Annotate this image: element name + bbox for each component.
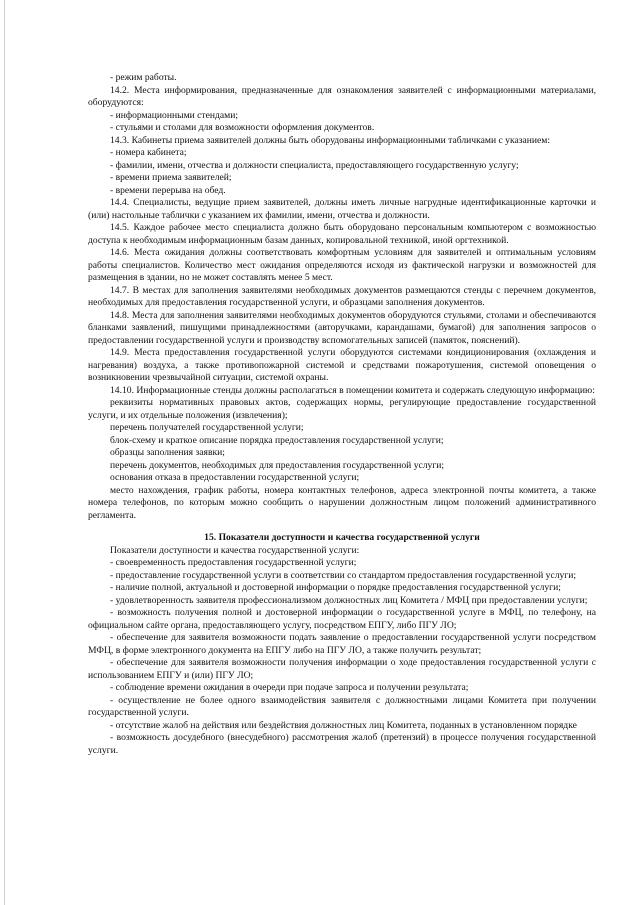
list-item: - возможность получения полной и достоверной информации о государственной услуге в МФЦ, по телефону, на официальном сайте органа, предоставляющего услугу, посредством ЕПГУ, либо ПГУ ЛО; xyxy=(88,607,596,631)
list-item: - наличие полной, актуальной и достоверной информации о порядке предоставления государственной услуги; xyxy=(110,582,561,593)
list-item: - удовлетворенность заявителя профессионализмом должностных лиц Комитета / МФЦ при предоставлении услуги; xyxy=(110,594,588,606)
list-item: реквизиты нормативных правовых актов, содержащих нормы, регулирующие предоставление государственной услуги, и их отдельные положения (извлечения); xyxy=(88,397,596,421)
list-item: - предоставление государственной услуги в соответствии со стандартом предоставления государственной услуги; xyxy=(110,569,577,581)
list-item: - обеспечение для заявителя возможности получения информации о ходе предоставления государственной услуги с использованием ЕПГУ и (или) ПГУ ЛО; xyxy=(88,657,596,681)
list-intro: Показатели доступности и качества государственной услуги: xyxy=(110,544,360,556)
clause-14-9: 14.9. Места предоставления государственной услуги оборудуются системами кондиционирования (охлаждения и нагревания) воздуха, а также противопожарной системой и средствами пожаротушения, системой оповещения о возникновении чрезвычайной ситуации, системой охраны. xyxy=(88,347,596,383)
clause-14-3: 14.3. Кабинеты приема заявителей должны быть оборудованы информационными табличками с указанием: xyxy=(110,134,551,146)
list-item: - информационными стендами; xyxy=(110,109,239,121)
section-heading: 15. Показатели доступности и качества государственной услуги xyxy=(204,532,480,543)
list-item: - стульями и столами для возможности оформления документов. xyxy=(110,122,375,133)
list-item: место нахождения, график работы, номера контактных телефонов, адреса электронной почты комитета, а также номера телефонов, по которым можно сообщить о нарушении должностным лицом положений административного регламента. xyxy=(88,484,596,521)
clause-14-8: 14.8. Места для заполнения заявителями необходимых документов оборудуются стульями, столами и обеспечиваются бланками заявлений, пишущими принадлежностями (авторучками, карандашами, бумагой) для заполнения запросов о предоставлении государственной услуги и производству вспомогательных записей (памяток, пояснений). xyxy=(88,309,596,346)
list-item: - обеспечение для заявителя возможности подать заявление о предоставлении государственной услуги посредством МФЦ, в форме электронного документа на ЕПГУ либо на ПГУ ЛО, а также получить результат; xyxy=(88,632,596,656)
clause-14-6: 14.6. Места ожидания должны соответствовать комфортным условиям для заявителей и оптимальным условиям работы специалистов. Количество мест ожидания определяются исходя из фактической нагрузки и возможностей для размещения в здании, но не может составлять менее 5 мест. xyxy=(88,247,596,283)
list-item: - номера кабинета; xyxy=(110,147,187,158)
list-item: - режим работы. xyxy=(110,72,177,83)
list-item: основания отказа в предоставлении государственной услуги; xyxy=(110,472,360,483)
list-item: - времени приема заявителей; xyxy=(110,172,232,183)
list-item: блок-схему и краткое описание порядка предоставления государственной услуги; xyxy=(110,434,444,446)
list-item: перечень получателей государственной услуги; xyxy=(110,422,304,433)
scan-edge-line xyxy=(4,0,5,905)
clause-14-2: 14.2. Места информирования, предназначенные для ознакомления заявителей с информационными материалами, оборудуются: xyxy=(88,84,596,108)
list-item: - возможность досудебного (внесудебного) рассмотрения жалоб (претензий) в процессе получения государственной услуги. xyxy=(88,732,596,756)
list-item: - отсутствие жалоб на действия или бездействия должностных лиц Комитета, поданных в установленном порядке xyxy=(110,719,577,731)
list-item: перечень документов, необходимых для предоставления государственной услуги; xyxy=(110,459,445,471)
document-body xyxy=(88,72,596,757)
clause-14-4: 14.4. Специалисты, ведущие прием заявителей, должны иметь личные нагрудные идентификационные карточки и (или) настольные таблички с указанием их фамилии, имени, отчества и должности. xyxy=(88,197,596,221)
list-item: - своевременность предоставления государственной услуги; xyxy=(110,557,357,568)
list-item: - соблюдение времени ожидания в очереди при подаче запроса и получении результата; xyxy=(110,682,469,693)
clause-14-5: 14.5. Каждое рабочее место специалиста должно быть оборудовано персональным компьютером с возможностью доступа к необходимым информационным базам данных, копировальной техникой, иной оргтехникой. xyxy=(88,222,596,246)
list-item: - фамилии, имени, отчества и должности специалиста, предоставляющего государственную услугу; xyxy=(110,159,519,171)
clause-14-10: 14.10. Информационные стенды должны располагаться в помещении комитета и содержать следующую информацию: xyxy=(110,384,595,396)
clause-14-7: 14.7. В местах для заполнения заявителями необходимых документов размещаются стенды с перечнем документов, необходимых для предоставления государственной услуги, и образцами заполнения документов. xyxy=(88,284,596,308)
list-item: - времени перерыва на обед. xyxy=(110,184,226,196)
list-item: образцы заполнения заявки; xyxy=(110,447,225,458)
list-item: - осуществление не более одного взаимодействия заявителя с должностными лицами Комитета при получении государственной услуги. xyxy=(88,694,596,718)
